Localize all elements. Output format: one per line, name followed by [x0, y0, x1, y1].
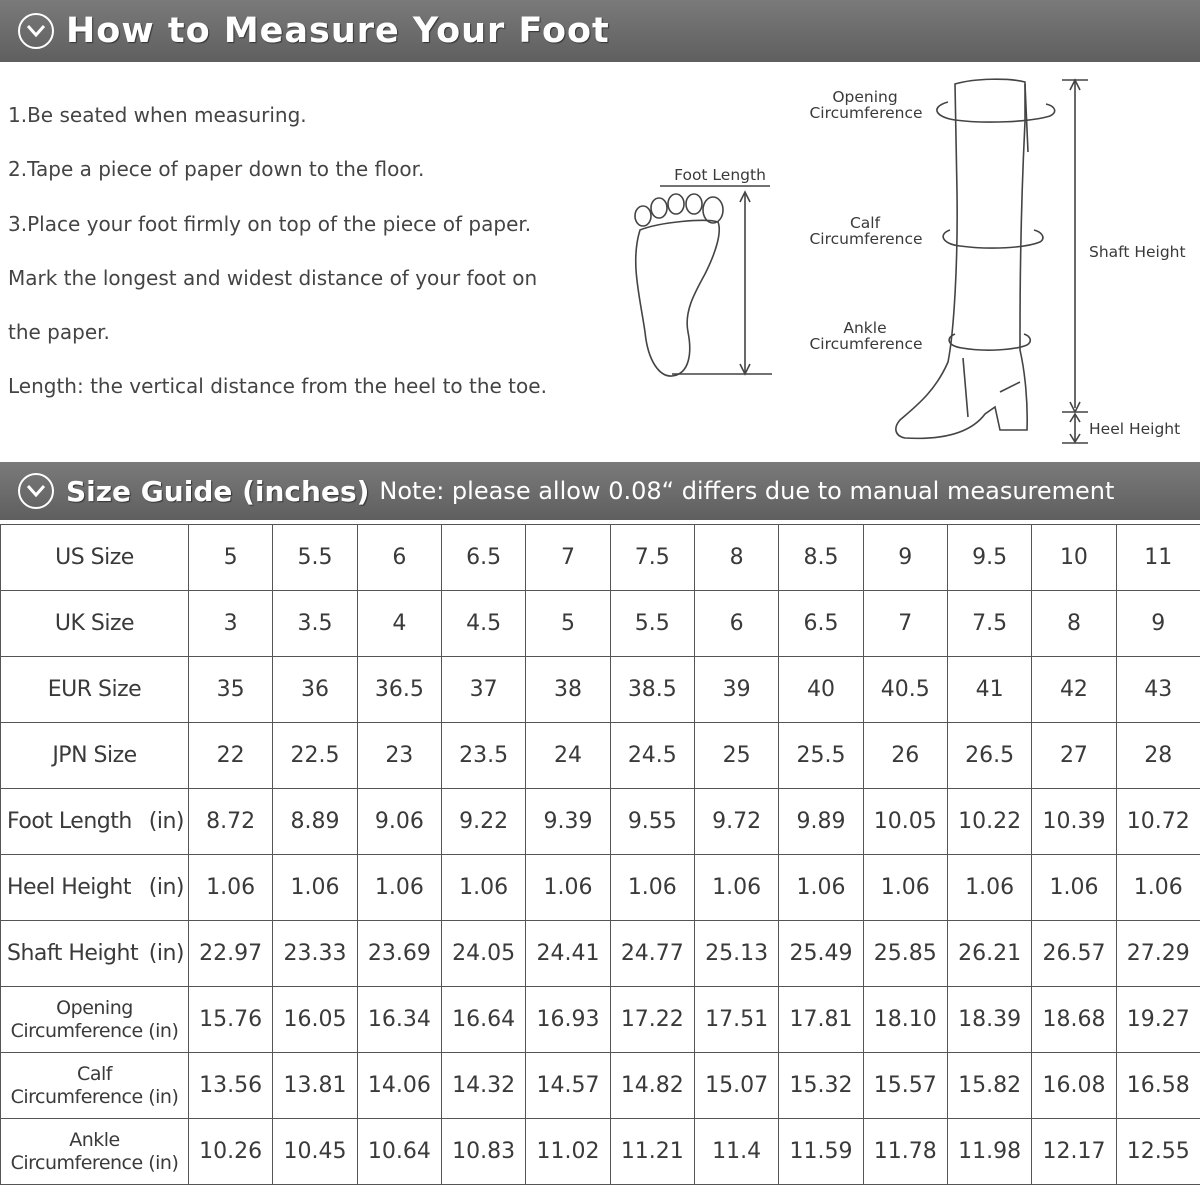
table-cell: 11 [1116, 525, 1200, 591]
table-cell: 17.51 [694, 987, 778, 1053]
opening-label-1: Opening [832, 88, 898, 106]
table-cell: 9 [863, 525, 947, 591]
table-cell: 1.06 [1116, 855, 1200, 921]
table-cell: 41 [947, 657, 1031, 723]
table-cell: 5 [189, 525, 273, 591]
row-label [1, 855, 189, 921]
table-cell: 7.5 [610, 525, 694, 591]
table-cell: 15.07 [694, 1053, 778, 1119]
table-cell: 18.10 [863, 987, 947, 1053]
table-cell: 8 [694, 525, 778, 591]
table-cell: 1.06 [273, 855, 357, 921]
foot-outline-icon [635, 194, 723, 376]
table-cell: 38 [526, 657, 610, 723]
measurement-diagram [0, 62, 1200, 462]
table-cell: 1.06 [1032, 855, 1116, 921]
table-cell: 3 [189, 591, 273, 657]
size-table [0, 524, 1200, 1185]
table-cell: 1.06 [694, 855, 778, 921]
row-label-line-1: Ankle [69, 1128, 120, 1151]
table-cell: 9.89 [779, 789, 863, 855]
row-label [1, 987, 189, 1053]
foot-length-label: Foot Length [674, 166, 766, 184]
table-cell: 25.13 [694, 921, 778, 987]
table-cell: 1.06 [357, 855, 441, 921]
table-cell: 24.77 [610, 921, 694, 987]
table-cell: 18.39 [947, 987, 1031, 1053]
chevron-down-icon [18, 473, 54, 509]
table-cell: 9 [1116, 591, 1200, 657]
table-cell: 14.06 [357, 1053, 441, 1119]
table-cell: 24.5 [610, 723, 694, 789]
calf-label-1: Calf [849, 214, 881, 232]
row-label [1, 1053, 189, 1119]
table-cell: 10.45 [273, 1119, 357, 1185]
table-cell: 16.64 [441, 987, 525, 1053]
table-cell: 11.98 [947, 1119, 1031, 1185]
table-cell: 38.5 [610, 657, 694, 723]
table-cell: 11.78 [863, 1119, 947, 1185]
table-cell: 14.82 [610, 1053, 694, 1119]
chevron-down-icon [18, 13, 54, 49]
table-cell: 1.06 [610, 855, 694, 921]
step-2: 2.Tape a piece of paper down to the floor. [8, 157, 425, 182]
measure-title: How to Measure Your Foot [66, 11, 610, 51]
row-label: EUR Size [1, 657, 189, 723]
table-cell: 12.55 [1116, 1119, 1200, 1185]
table-cell: 11.59 [779, 1119, 863, 1185]
row-label-line-2: Circumference (in) [10, 1085, 179, 1108]
table-cell: 23.33 [273, 921, 357, 987]
table-cell: 10.26 [189, 1119, 273, 1185]
table-cell: 14.32 [441, 1053, 525, 1119]
measure-header-bar [0, 0, 1200, 62]
heel-height-label: Heel Height [1089, 420, 1181, 438]
table-cell: 11.4 [694, 1119, 778, 1185]
ankle-label-2: Circumference [809, 335, 923, 353]
table-cell: 8.72 [189, 789, 273, 855]
table-row [1, 987, 1200, 1053]
table-cell: 7.5 [947, 591, 1031, 657]
table-cell: 9.55 [610, 789, 694, 855]
table-cell: 25.5 [779, 723, 863, 789]
table-cell: 22.5 [273, 723, 357, 789]
table-cell: 13.81 [273, 1053, 357, 1119]
table-cell: 6.5 [441, 525, 525, 591]
shaft-height-label: Shaft Height [1089, 243, 1186, 261]
table-cell: 42 [1032, 657, 1116, 723]
table-cell: 16.08 [1032, 1053, 1116, 1119]
table-cell: 18.68 [1032, 987, 1116, 1053]
table-cell: 26.57 [1032, 921, 1116, 987]
table-cell: 26.21 [947, 921, 1031, 987]
table-cell: 15.82 [947, 1053, 1031, 1119]
size-guide-note: Note: please allow 0.08“ differs due to manual measurement [379, 477, 1115, 505]
table-cell: 8 [1032, 591, 1116, 657]
row-label [1, 1119, 189, 1185]
table-cell: 17.81 [779, 987, 863, 1053]
table-row [1, 921, 1200, 987]
table-cell: 5.5 [273, 525, 357, 591]
step-1: 1.Be seated when measuring. [8, 103, 307, 127]
table-cell: 24 [526, 723, 610, 789]
table-cell: 16.93 [526, 987, 610, 1053]
table-cell: 1.06 [779, 855, 863, 921]
table-cell: 36.5 [357, 657, 441, 723]
table-cell: 10.64 [357, 1119, 441, 1185]
table-row [1, 723, 1200, 789]
table-cell: 12.17 [1032, 1119, 1116, 1185]
table-cell: 24.05 [441, 921, 525, 987]
row-label: UK Size [1, 591, 189, 657]
calf-label-2: Circumference [809, 230, 923, 248]
table-cell: 1.06 [526, 855, 610, 921]
table-cell: 15.76 [189, 987, 273, 1053]
table-cell: 1.06 [189, 855, 273, 921]
table-row [1, 1053, 1200, 1119]
table-cell: 10 [1032, 525, 1116, 591]
table-cell: 27 [1032, 723, 1116, 789]
table-cell: 10.22 [947, 789, 1031, 855]
table-cell: 10.83 [441, 1119, 525, 1185]
table-cell: 25.85 [863, 921, 947, 987]
table-cell: 14.57 [526, 1053, 610, 1119]
table-cell: 6 [694, 591, 778, 657]
table-cell: 8.89 [273, 789, 357, 855]
table-cell: 11.21 [610, 1119, 694, 1185]
row-label-line-2: Circumference (in) [10, 1019, 179, 1042]
table-cell: 19.27 [1116, 987, 1200, 1053]
table-cell: 16.34 [357, 987, 441, 1053]
table-cell: 26.5 [947, 723, 1031, 789]
table-cell: 10.72 [1116, 789, 1200, 855]
row-label-unit: (in) [148, 809, 184, 834]
table-cell: 1.06 [863, 855, 947, 921]
size-guide-bar [0, 462, 1200, 520]
table-cell: 22 [189, 723, 273, 789]
row-label: US Size [1, 525, 189, 591]
table-cell: 10.05 [863, 789, 947, 855]
step-3-line-3: the paper. [8, 320, 110, 345]
table-row [1, 789, 1200, 855]
row-label-line-1: Calf [77, 1062, 112, 1085]
table-cell: 17.22 [610, 987, 694, 1053]
table-row [1, 591, 1200, 657]
table-cell: 7 [526, 525, 610, 591]
table-cell: 4 [357, 591, 441, 657]
table-row [1, 855, 1200, 921]
table-cell: 5 [526, 591, 610, 657]
table-cell: 1.06 [441, 855, 525, 921]
table-cell: 6 [357, 525, 441, 591]
table-cell: 7 [863, 591, 947, 657]
row-label-text: Heel Height [7, 875, 131, 900]
table-cell: 40 [779, 657, 863, 723]
table-cell: 16.05 [273, 987, 357, 1053]
table-cell: 3.5 [273, 591, 357, 657]
opening-label-2: Circumference [809, 104, 923, 122]
row-label-text: Foot Length [7, 809, 132, 834]
table-cell: 4.5 [441, 591, 525, 657]
row-label-unit: (in) [148, 875, 184, 900]
step-3: 3.Place your foot firmly on top of the piece of paper. [8, 211, 532, 236]
table-cell: 23 [357, 723, 441, 789]
table-cell: 5.5 [610, 591, 694, 657]
table-cell: 1.06 [947, 855, 1031, 921]
length-definition: Length: the vertical distance from the heel to the toe. [8, 374, 547, 399]
table-cell: 39 [694, 657, 778, 723]
table-cell: 27.29 [1116, 921, 1200, 987]
table-cell: 37 [441, 657, 525, 723]
table-cell: 28 [1116, 723, 1200, 789]
table-cell: 10.39 [1032, 789, 1116, 855]
table-cell: 9.06 [357, 789, 441, 855]
table-cell: 36 [273, 657, 357, 723]
table-cell: 24.41 [526, 921, 610, 987]
table-cell: 40.5 [863, 657, 947, 723]
table-row [1, 1119, 1200, 1185]
table-cell: 25 [694, 723, 778, 789]
ankle-label-1: Ankle [843, 319, 887, 337]
row-label-line-1: Opening [56, 996, 133, 1019]
table-cell: 23.69 [357, 921, 441, 987]
row-label [1, 789, 189, 855]
row-label-unit: (in) [148, 941, 184, 966]
table-cell: 15.57 [863, 1053, 947, 1119]
table-cell: 26 [863, 723, 947, 789]
table-row [1, 657, 1200, 723]
table-cell: 9.22 [441, 789, 525, 855]
table-cell: 25.49 [779, 921, 863, 987]
table-cell: 35 [189, 657, 273, 723]
table-cell: 9.72 [694, 789, 778, 855]
boot-outline-icon [896, 79, 1028, 438]
row-label: JPN Size [1, 723, 189, 789]
row-label [1, 921, 189, 987]
table-row [1, 525, 1200, 591]
row-label-text: Shaft Height [7, 941, 139, 966]
table-cell: 9.5 [947, 525, 1031, 591]
table-cell: 11.02 [526, 1119, 610, 1185]
table-cell: 22.97 [189, 921, 273, 987]
table-cell: 6.5 [779, 591, 863, 657]
table-cell: 9.39 [526, 789, 610, 855]
table-cell: 15.32 [779, 1053, 863, 1119]
table-cell: 16.58 [1116, 1053, 1200, 1119]
table-cell: 23.5 [441, 723, 525, 789]
table-cell: 43 [1116, 657, 1200, 723]
table-cell: 13.56 [189, 1053, 273, 1119]
table-cell: 8.5 [779, 525, 863, 591]
size-guide-title: Size Guide (inches) [66, 474, 370, 508]
step-3-line-2: Mark the longest and widest distance of your foot on [8, 265, 538, 290]
row-label-line-2: Circumference (in) [10, 1151, 179, 1174]
